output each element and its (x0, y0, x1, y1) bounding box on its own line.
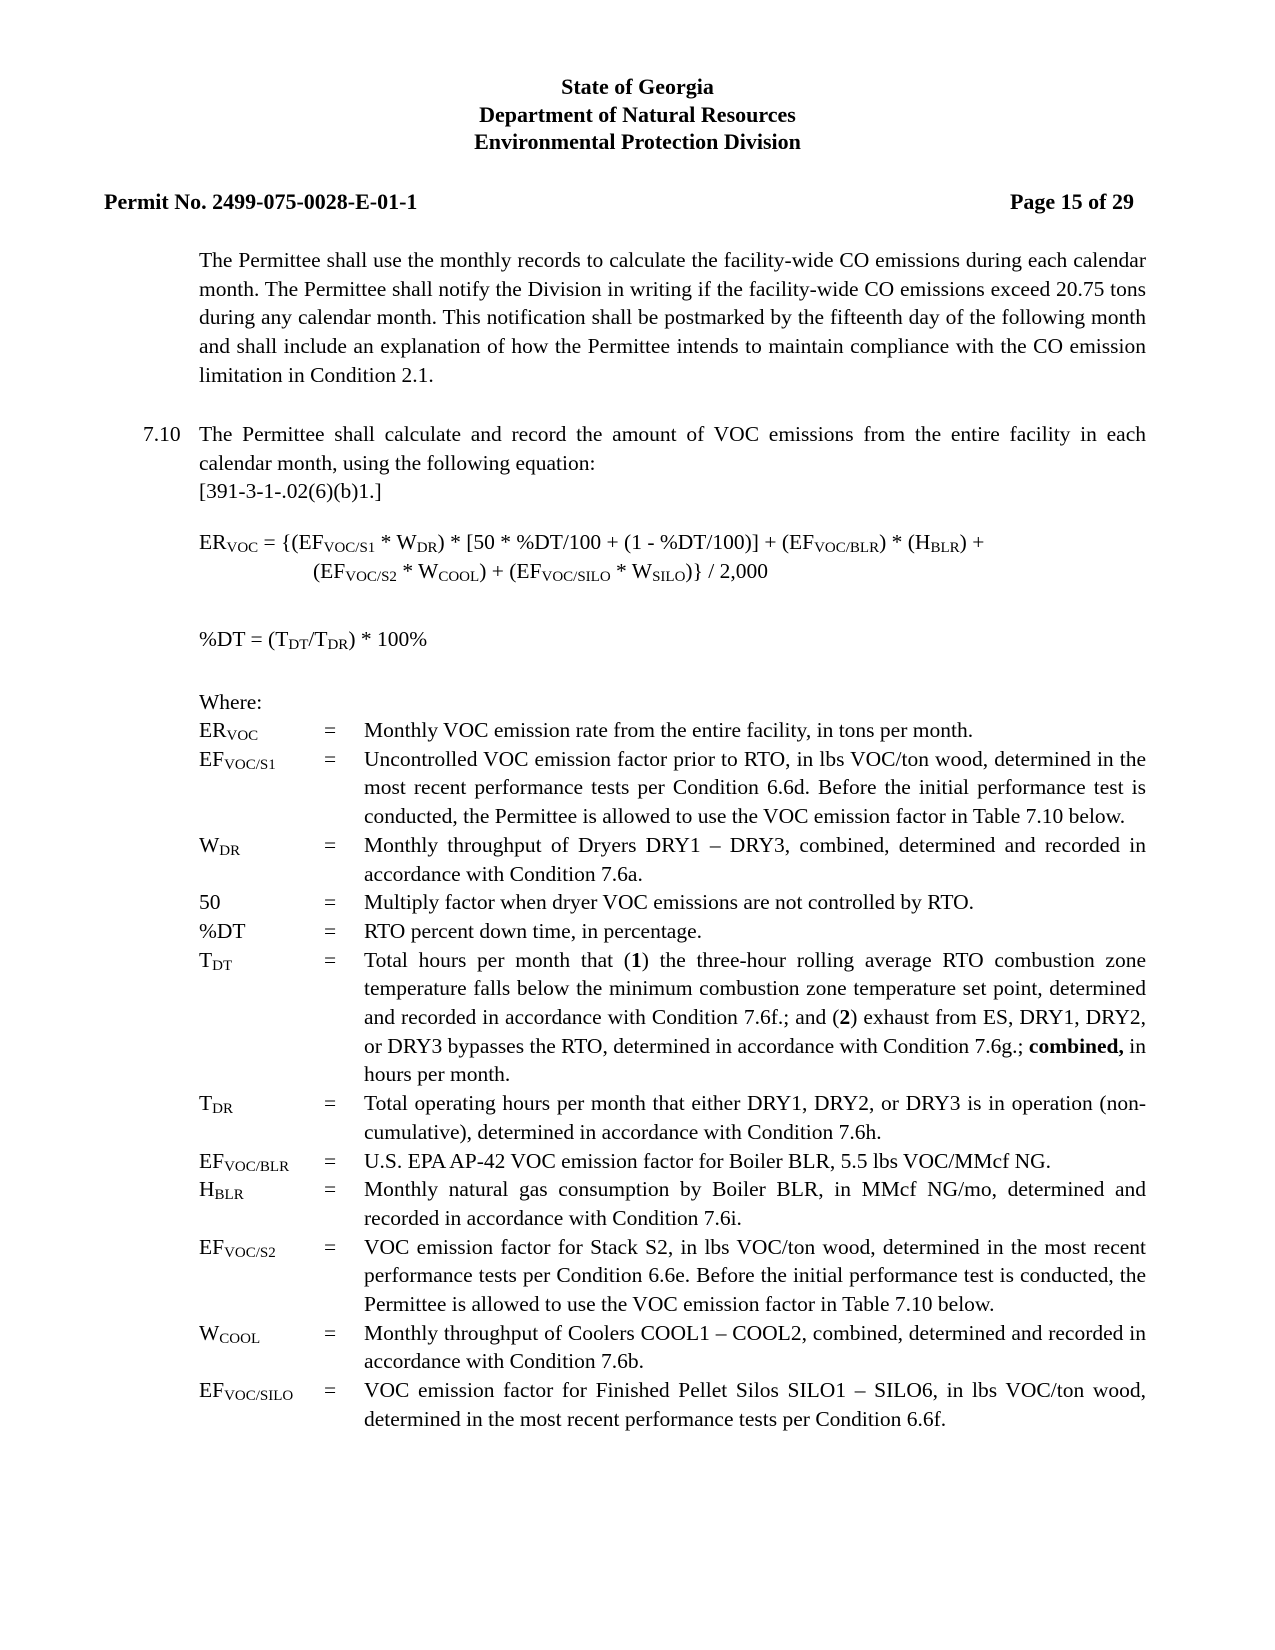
definition-50: 50 = Multiply factor when dryer VOC emissions are not controlled by RTO. (199, 890, 974, 915)
section-number: 7.10 (143, 422, 181, 446)
where-label: Where: (199, 690, 263, 714)
voc-equation-line2: $(EF_{VOC/S2} * W_{COOL}) + (EF_{VOC/SILO} * W_{SILO})\} / 2,000$ (313, 558, 768, 585)
permit-number: Permit No. 2499-075-0028-E-01-1 (104, 189, 418, 214)
definition-w-cool: $W_{COOL}$ = Monthly throughput of Coolers COOL1 – COOL2, combined, determined and recorded in accordance with Condition 7.6b. (199, 1320, 1146, 1374)
voc-equation-line1: $ER_{VOC} = \{(EF_{VOC/S1} * W_{DR}) * [50 * \%DT/100 + (1 - \%DT/100)] + (EF_{VOC/BLR}) * (H_{BLR})$ + (199, 530, 985, 556)
definition-ef-voc-s2: $EF_{VOC/S2}$ = VOC emission factor for Stack S2, in lbs VOC/ton wood, determined in the most recent performance tests per Condition 6.6e. Before the initial performance test is conducted, the Permittee is allowed to use the VOC emission factor in Table 7.10 below. (199, 1234, 1146, 1317)
definition-w-dr: $W_{DR}$ = Monthly throughput of Dryers DRY1 – DRY3, combined, determined and recorded in accordance with Condition 7.6a. (199, 832, 1146, 886)
document-header (0, 73, 1275, 156)
voc-equation (199, 528, 1146, 585)
page-number: Page 15 of 29 (1009, 189, 1134, 214)
definitions-list (199, 716, 1146, 1434)
definition-ef-voc-blr: $EF_{VOC/BLR}$ = U.S. EPA AP-42 VOC emission factor for Boiler BLR, 5.5 lbs VOC/MMcf NG. (199, 1148, 1052, 1175)
definition-ef-voc-silo: $EF_{VOC/SILO}$ = VOC emission factor for Finished Pellet Silos SILO1 – SILO6, in lbs VOC/ton wood, determined in the most recent performance tests per Condition 6.6f. (199, 1378, 1146, 1431)
dt-equation: $\%DT = (T_{DT}/T_{DR}) * 100\%$ (199, 627, 428, 653)
definition-percent-dt: %DT = RTO percent down time, in percentage. (199, 918, 703, 943)
definition-ef-voc-s1: $EF_{VOC/S1}$ = Uncontrolled VOC emission factor prior to RTO, in lbs VOC/ton wood, determined in the most recent performance tests per Condition 6.6d. Before the initial performance test is conducted, the Permittee is allowed to use the VOC emission factor in Table 7.10 below. (199, 746, 1146, 829)
co-emissions-paragraph: The Permittee shall use the monthly records to calculate the facility-wide CO emissions during each calendar month. The Permittee shall notify the Division in writing if the facility-wide CO emissions exceed 20.75 tons during any calendar month. This notification shall be postmarked by the fifteenth day of the following month and shall include an explanation of how the Permittee intends to maintain compliance with the CO emission limitation in Condition 2.1. (199, 248, 1146, 387)
header-department: Department of Natural Resources (479, 101, 796, 127)
definition-t-dr: $T_{DR}$ = Total operating hours per month that either DRY1, DRY2, or DRY3 is in operation (non-cumulative), determined in accordance with Condition 7.6h. (199, 1091, 1146, 1144)
section-text: The Permittee shall calculate and record the amount of VOC emissions from the entire facility in each calendar month, using the following equation: (199, 422, 1146, 475)
definition-er-voc: $ER_{VOC}$ = Monthly VOC emission rate from the entire facility, in tons per month. (199, 718, 974, 744)
section-citation: [391-3-1-.02(6)(b)1.] (199, 479, 382, 504)
header-division: Environmental Protection Division (474, 129, 801, 154)
header-state: State of Georgia (561, 74, 714, 99)
definition-h-blr: $H_{BLR}$ = Monthly natural gas consumption by Boiler BLR, in MMcf NG/mo, determined and recorded in accordance with Condition 7.6i. (199, 1177, 1146, 1230)
definition-t-dt: $T_{DT}$ = Total hours per month that (1) the three-hour rolling average RTO combustion zone temperature falls below the minimum combustion zone temperature set point, determined and recorded in accordance with Condition 7.6f.; and (2) exhaust from ES, DRY1, DRY2, or DRY3 bypasses the RTO, determined in accordance with Condition 7.6g.; combined, in hours per month. (199, 947, 1146, 1087)
